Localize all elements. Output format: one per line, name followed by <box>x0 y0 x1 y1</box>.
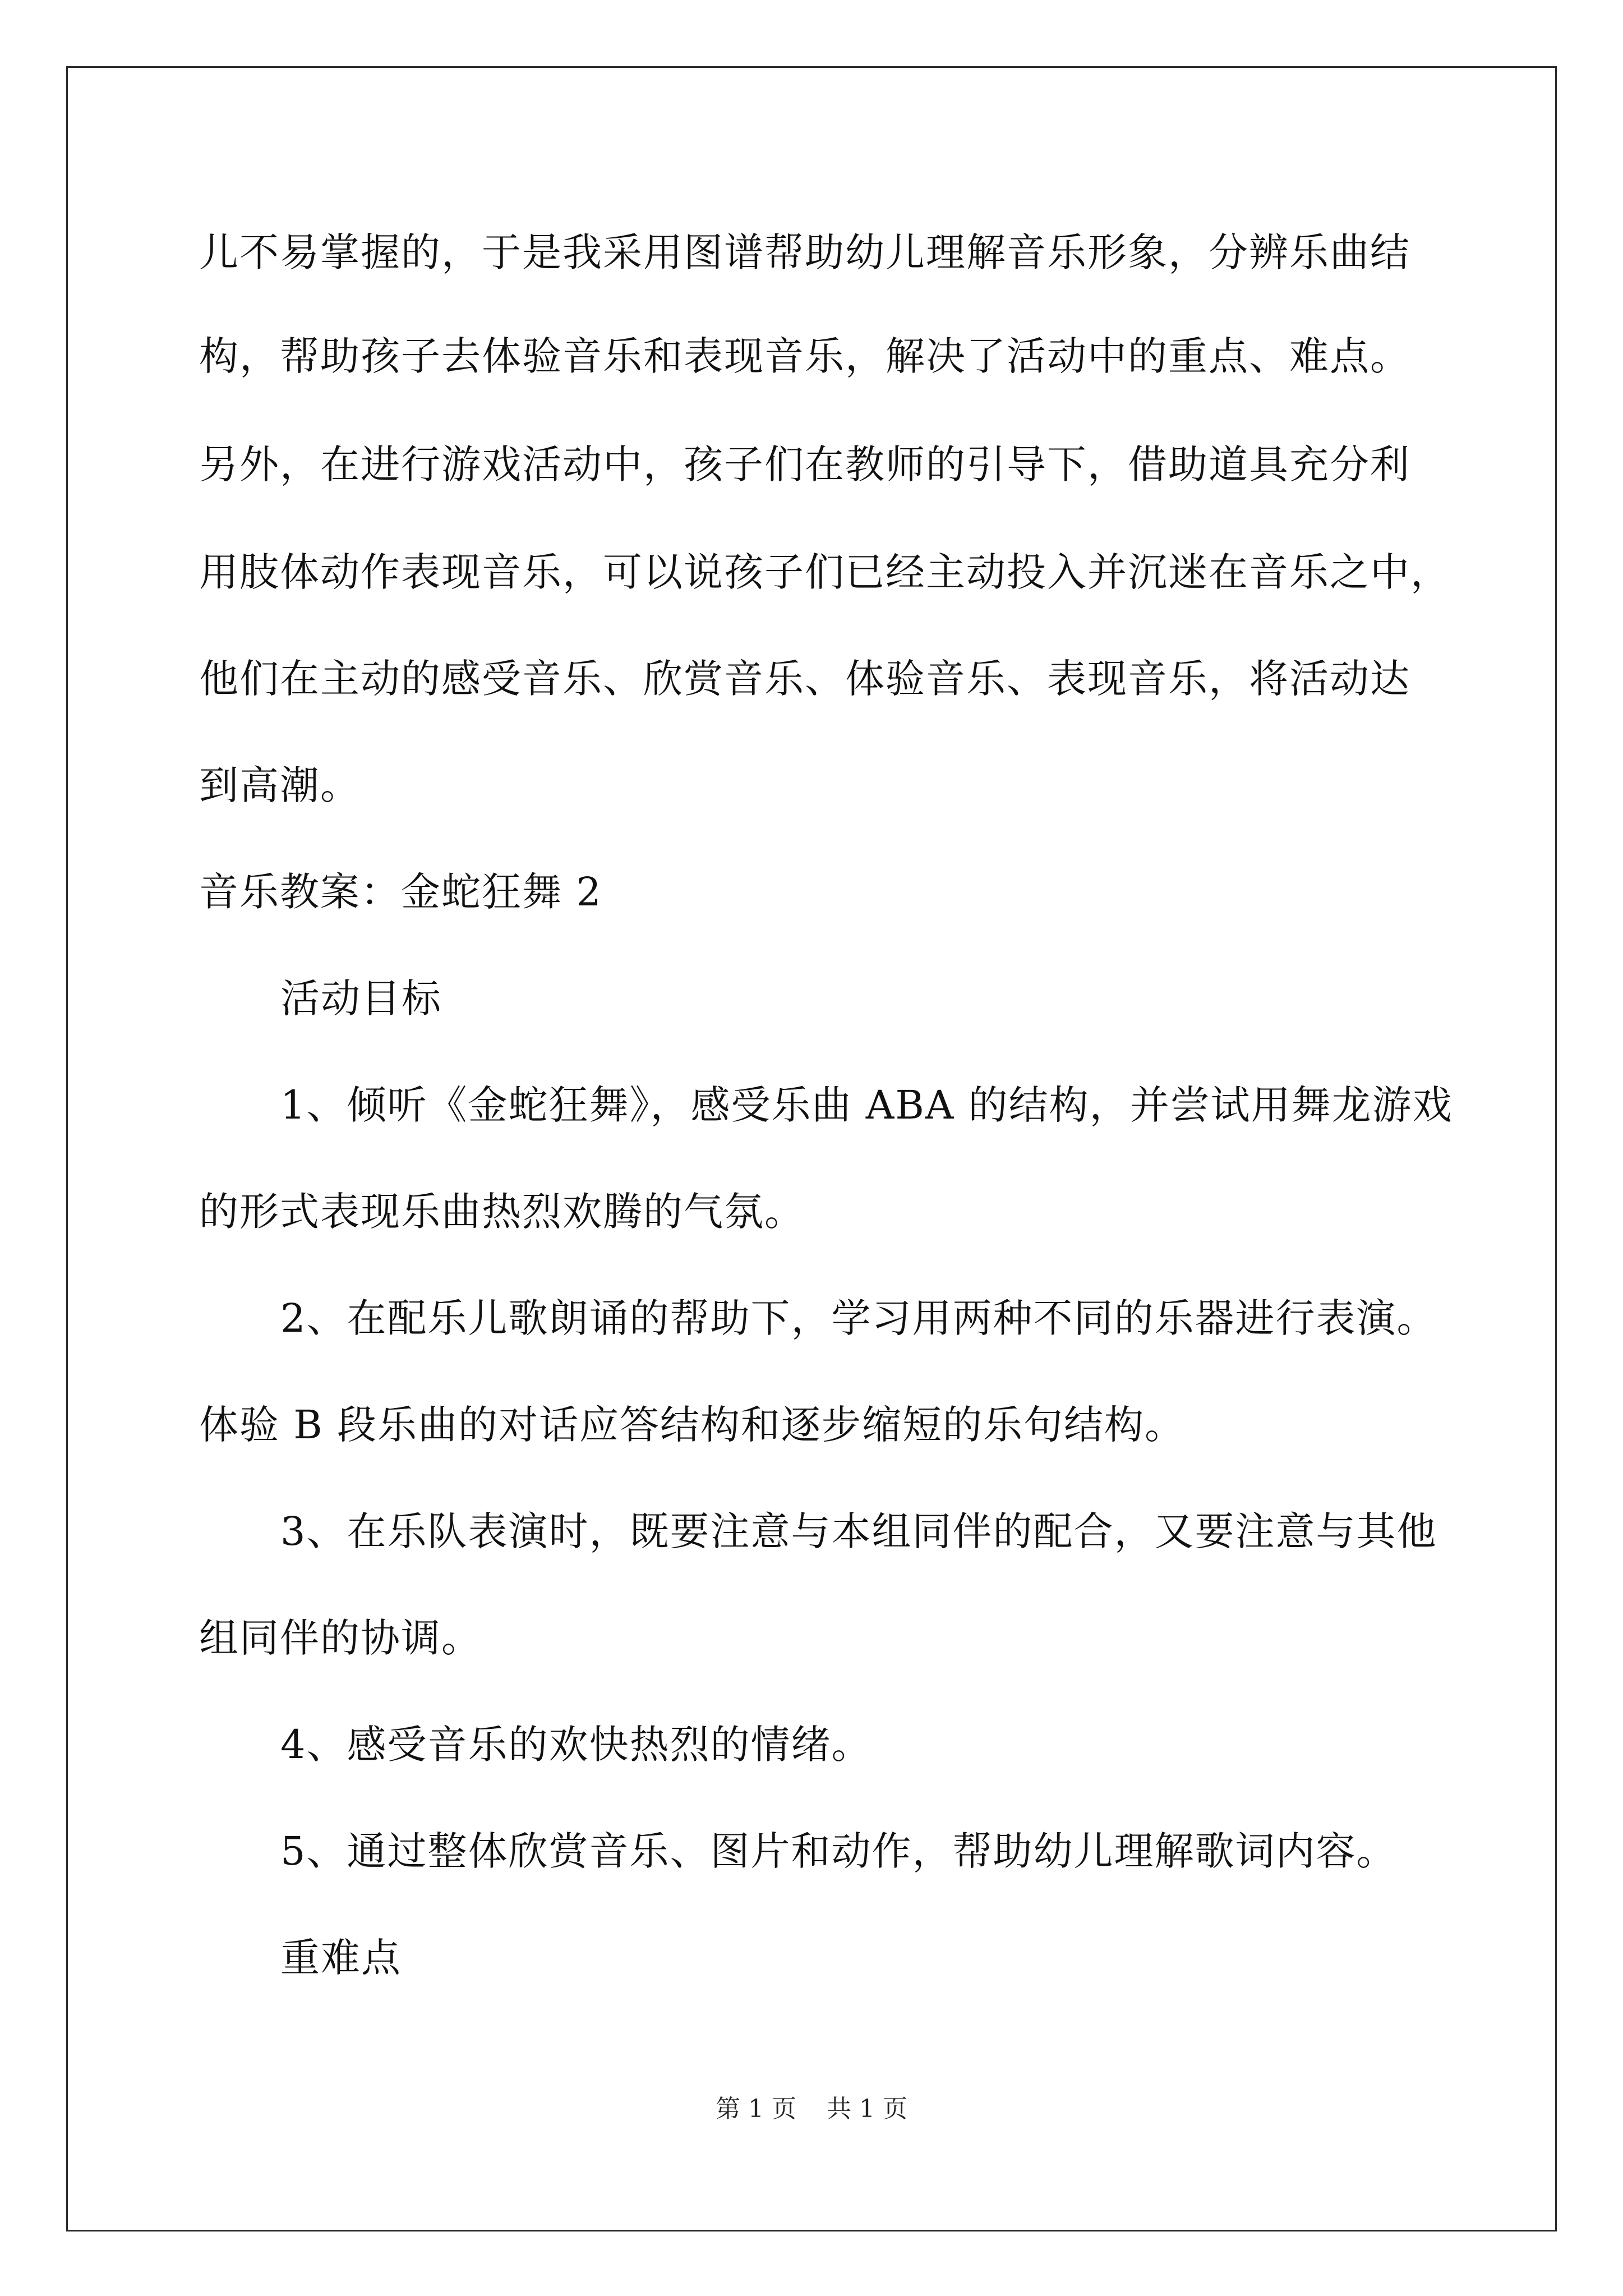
body-line-5: 他们在主动的感受音乐、欣赏音乐、体验音乐、表现音乐，将活动达 <box>199 656 1410 702</box>
objective-4: 4、感受音乐的欢快热烈的情绪。 <box>280 1722 872 1768</box>
page-total: 共 1 页 <box>827 2095 907 2123</box>
objective-5: 5、通过整体欣赏音乐、图片和动作，帮助幼儿理解歌词内容。 <box>280 1828 1397 1874</box>
objective-1-line-1: 1、倾听《金蛇狂舞》，感受乐曲 ABA 的结构，并尝试用舞龙游戏 <box>280 1082 1453 1128</box>
subheading-key-points: 重难点 <box>280 1935 402 1981</box>
objective-2-line-2: 体验 B 段乐曲的对话应答结构和逐步缩短的乐句结构。 <box>199 1402 1185 1448</box>
body-line-1: 儿不易掌握的，于是我采用图谱帮助幼儿理解音乐形象，分辨乐曲结 <box>199 229 1410 275</box>
body-line-2: 构，帮助孩子去体验音乐和表现音乐，解决了活动中的重点、难点。 <box>199 333 1410 379</box>
section-heading: 音乐教案：金蛇狂舞 2 <box>199 869 602 915</box>
objective-2-line-1: 2、在配乐儿歌朗诵的帮助下，学习用两种不同的乐器进行表演。 <box>280 1295 1437 1341</box>
objective-1-line-2: 的形式表现乐曲热烈欢腾的气氛。 <box>199 1189 805 1235</box>
body-line-3: 另外，在进行游戏活动中，孩子们在教师的引导下，借助道具充分利 <box>199 441 1410 487</box>
objective-3-line-2: 组同伴的协调。 <box>199 1615 482 1661</box>
page-border <box>66 66 1557 2231</box>
body-line-6: 到高潮。 <box>199 762 361 808</box>
subheading-objectives: 活动目标 <box>280 976 442 1022</box>
page-number: 第 1 页 <box>716 2095 796 2123</box>
page-footer <box>0 2092 1623 2126</box>
body-line-4: 用肢体动作表现音乐，可以说孩子们已经主动投入并沉迷在音乐之中， <box>199 549 1451 595</box>
objective-3-line-1: 3、在乐队表演时，既要注意与本组同伴的配合，又要注意与其他 <box>280 1508 1437 1554</box>
